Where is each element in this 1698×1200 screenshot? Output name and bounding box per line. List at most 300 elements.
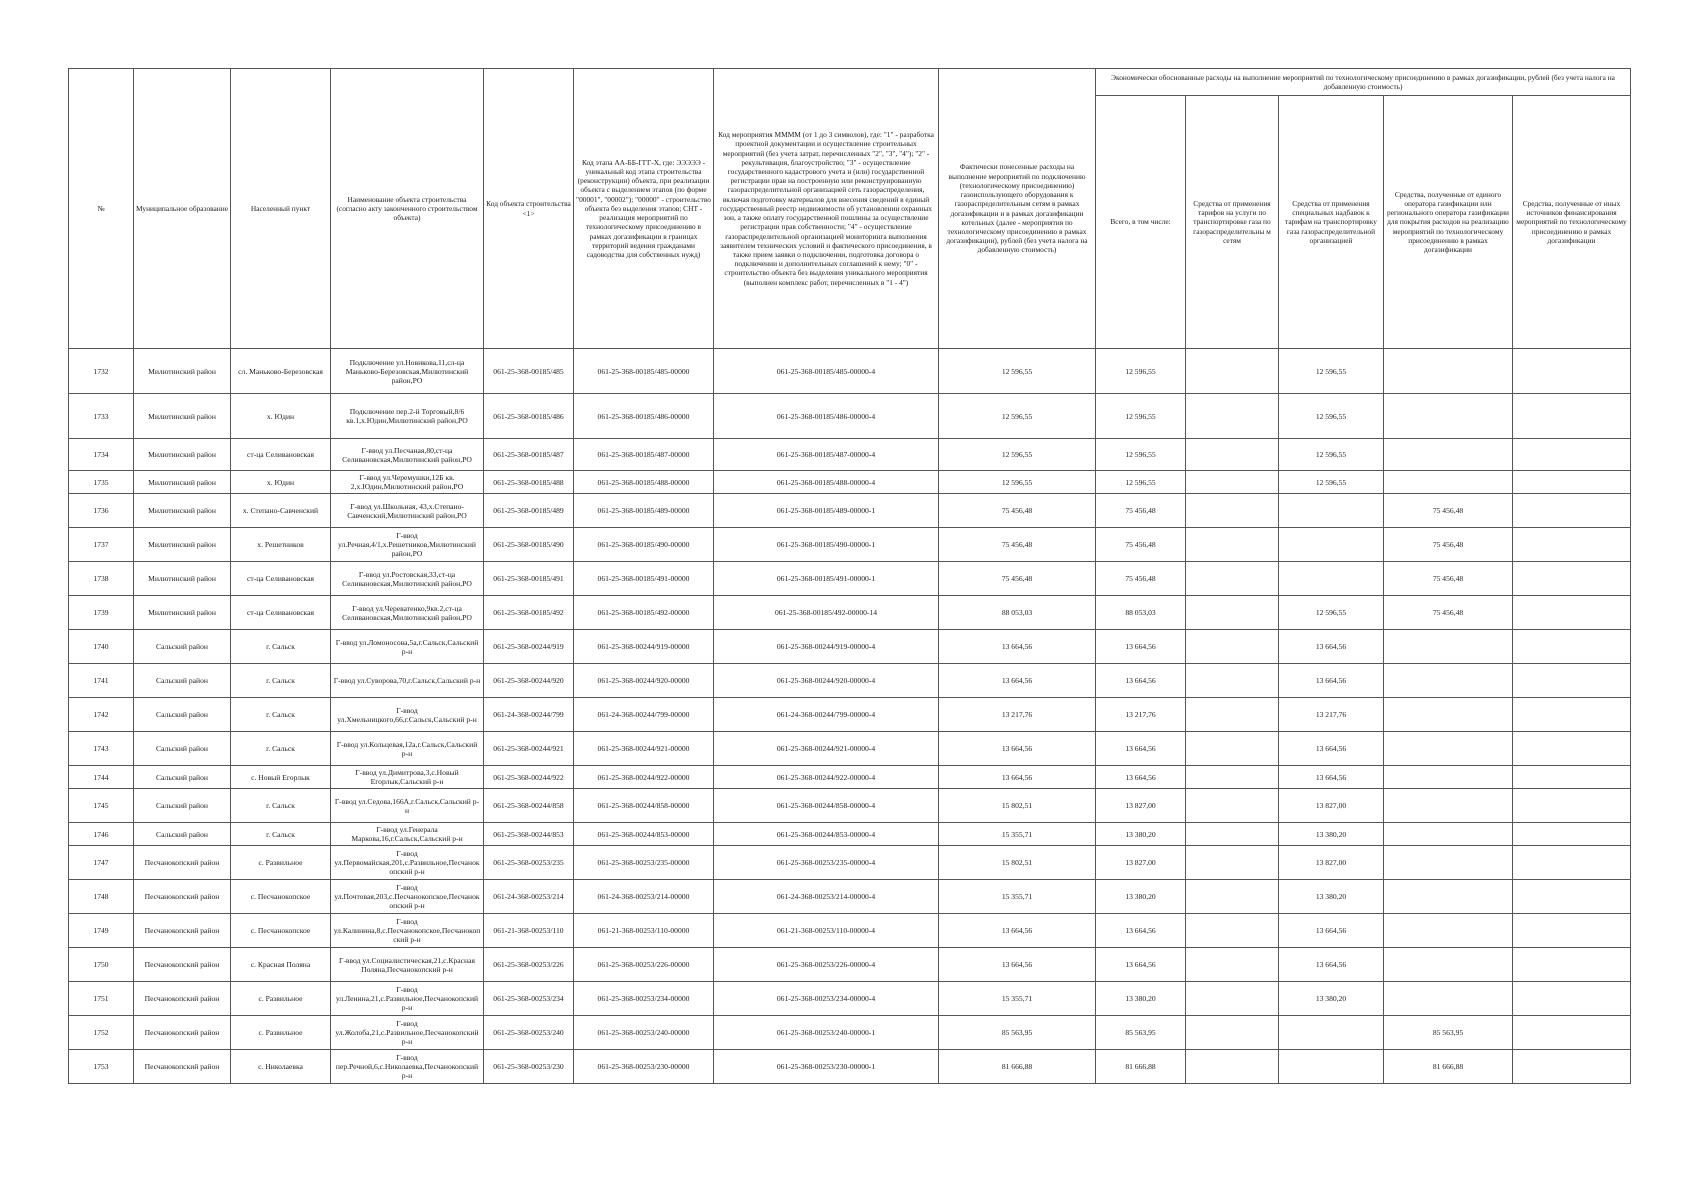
settlement-cell: с. Развильное [231,1016,331,1050]
single-operator-cell [1384,914,1513,948]
total-cell: 13 664,56 [1096,766,1186,789]
single-operator-cell [1384,732,1513,766]
special-surcharge-cell: 13 217,76 [1279,698,1384,732]
object-code-cell: 061-25-368-00253/234 [484,982,574,1016]
actual-costs-cell: 15 802,51 [939,846,1096,880]
settlement-cell: г. Сальск [231,664,331,698]
actual-costs-cell: 12 596,55 [939,349,1096,394]
single-operator-cell: 75 456,48 [1384,528,1513,562]
tariff-cell [1186,766,1279,789]
total-cell: 13 827,00 [1096,789,1186,823]
actual-costs-cell: 15 355,71 [939,982,1096,1016]
special-surcharge-cell: 13 380,20 [1279,823,1384,846]
activity-code-cell: 061-25-368-00244/853-00000-4 [714,823,939,846]
object-name-cell: Г-ввод ул.Ломоносова,5а,г.Сальск,Сальский р-н [331,630,484,664]
row-number: 1751 [69,982,134,1016]
settlement-cell: с. Новый Егорлык [231,766,331,789]
table-row [69,349,1631,394]
single-operator-cell [1384,789,1513,823]
single-operator-cell [1384,698,1513,732]
object-name-cell: Г-ввод ул.Ростовская,33,ст-ца Селивановская,Милютинский район,РО [331,562,484,596]
settlement-cell: г. Сальск [231,698,331,732]
tariff-cell [1186,732,1279,766]
actual-costs-cell: 12 596,55 [939,471,1096,494]
stage-code-cell: 061-25-368-00185/485-00000 [574,349,714,394]
total-cell: 13 664,56 [1096,948,1186,982]
header-activity-code: Код мероприятия ММММ (от 1 до 3 символов), где: "1" - разработка проектной документации и осуществление строительных мероприятий (без учета затрат, перечисленных "2", "3", "4"); "2" - рекультивация, благоустройство; "3" - осуществление государственного кадастрового учета и (или) государственной регистрации прав на построенную или реконструированную газораспределительной организацией сеть газораспределения, включая подготовку материалов для внесения сведений в единый государственный реестр недвижимости об установлении охранных зон, а также оплату государственной пошлины за осуществление регистрации прав собственности; "4" - осуществление газораспределительной организацией мониторинга выполнения заявителем технических условий и фактического присоединения, в также прием заявки о подключении, подготовка договора о подключении и дополнительных соглашений к нему; "0" - строительство объекта без выделения уникального мероприятия (выполнен комплекс работ, перечисленных в "1 - 4") [714,69,939,349]
header-tariff-transport: Средства от применения тарифов на услуги по транспортировке газа по газораспределительны м сетям [1186,96,1279,349]
header-single-operator: Средства, полученные от единого оператора газификации или регионального оператора газификации для покрытия расходов на реализацию мероприятий по технологическому присоединению в рамках догазификации [1384,96,1513,349]
object-code-cell: 061-25-368-00253/230 [484,1050,574,1084]
settlement-cell: г. Сальск [231,630,331,664]
row-number: 1750 [69,948,134,982]
municipality-cell: Милютинский район [134,596,231,630]
stage-code-cell: 061-25-368-00185/487-00000 [574,439,714,471]
activity-code-cell: 061-25-368-00244/921-00000-4 [714,732,939,766]
activity-code-cell: 061-25-368-00244/919-00000-4 [714,630,939,664]
object-code-cell: 061-25-368-00244/858 [484,789,574,823]
row-number: 1734 [69,439,134,471]
activity-code-cell: 061-25-368-00253/226-00000-4 [714,948,939,982]
special-surcharge-cell: 12 596,55 [1279,596,1384,630]
activity-code-cell: 061-25-368-00253/235-00000-4 [714,846,939,880]
settlement-cell: с. Песчанокопское [231,880,331,914]
single-operator-cell: 75 456,48 [1384,562,1513,596]
object-name-cell: Подключение ул.Новикова,11,сл-ца Маньково-Березовская,Милютинский район,РО [331,349,484,394]
row-number: 1738 [69,562,134,596]
actual-costs-cell: 15 355,71 [939,823,1096,846]
tariff-cell [1186,394,1279,439]
total-cell: 85 563,95 [1096,1016,1186,1050]
municipality-cell: Сальский район [134,664,231,698]
other-sources-cell [1513,766,1631,789]
municipality-cell: Песчанокопский район [134,948,231,982]
stage-code-cell: 061-25-368-00185/492-00000 [574,596,714,630]
object-name-cell: Подключение пер.2-й Торговый,8/6 кв.1,х.Юдин,Милютинский район,РО [331,394,484,439]
single-operator-cell [1384,846,1513,880]
municipality-cell: Милютинский район [134,439,231,471]
row-number: 1736 [69,494,134,528]
object-name-cell: Г-ввод ул.Первомайская,201,с.Развильное,Песчанокопский р-н [331,846,484,880]
header-settlement: Населенный пункт [231,69,331,349]
other-sources-cell [1513,823,1631,846]
total-cell: 13 217,76 [1096,698,1186,732]
activity-code-cell: 061-24-368-00244/799-00000-4 [714,698,939,732]
single-operator-cell: 85 563,95 [1384,1016,1513,1050]
object-name-cell: Г-ввод ул.Кольцевая,12а,г.Сальск,Сальский р-н [331,732,484,766]
row-number: 1746 [69,823,134,846]
tariff-cell [1186,596,1279,630]
settlement-cell: сл. Маньково-Березовская [231,349,331,394]
single-operator-cell [1384,630,1513,664]
object-code-cell: 061-21-368-00253/110 [484,914,574,948]
special-surcharge-cell: 13 380,20 [1279,982,1384,1016]
actual-costs-cell: 75 456,48 [939,528,1096,562]
actual-costs-cell: 81 666,88 [939,1050,1096,1084]
special-surcharge-cell: 13 827,00 [1279,846,1384,880]
actual-costs-cell: 75 456,48 [939,494,1096,528]
actual-costs-cell: 13 664,56 [939,664,1096,698]
special-surcharge-cell: 12 596,55 [1279,471,1384,494]
object-name-cell: Г-ввод ул.Череватенко,9кв.2,ст-ца Селивановская,Милютинский район,РО [331,596,484,630]
single-operator-cell: 75 456,48 [1384,494,1513,528]
municipality-cell: Сальский район [134,630,231,664]
header-other-sources: Средства, полученные от иных источников финансирования мероприятий по технологическому присоединению в рамках догазификации [1513,96,1631,349]
total-cell: 13 380,20 [1096,982,1186,1016]
header-special-surcharge: Средства от применения специальных надбавок к тарифам на транспортировку газа газораспределительной организацией [1279,96,1384,349]
header-total: Всего, в том числе: [1096,96,1186,349]
municipality-cell: Сальский район [134,766,231,789]
single-operator-cell [1384,880,1513,914]
settlement-cell: с. Красная Поляна [231,948,331,982]
header-stage-code: Код этапа АА-ББ-ГГГ-Х, где: ЭЭЭЭЭ - уникальный код этапа строительства (реконструкции) объекта, при реализации объекта с выделением этапов (по форме "00001", "00002"); "00000" - строительство объекта без выделения этапов; СНТ - реализация мероприятий по технологическому присоединению в рамках догазификации в границах территорий ведения гражданами садоводства для собственных нужд) [574,69,714,349]
other-sources-cell [1513,880,1631,914]
row-number: 1745 [69,789,134,823]
activity-code-cell: 061-25-368-00253/230-00000-1 [714,1050,939,1084]
table-row [69,528,1631,562]
total-cell: 81 666,88 [1096,1050,1186,1084]
other-sources-cell [1513,596,1631,630]
municipality-cell: Сальский район [134,698,231,732]
header-actual-costs: Фактически понесенные расходы на выполнение мероприятий по подключению (технологическому присоединению) газоиспользующего оборудования к газораспределительным сетям в рамках догазификации и в рамках догазификации котельных (далее - мероприятия по технологическому присоединению в рамках догазификации), рублей (без учета налога на добавленную стоимость) [939,69,1096,349]
actual-costs-cell: 15 355,71 [939,880,1096,914]
table-row [69,562,1631,596]
row-number: 1732 [69,349,134,394]
row-number: 1744 [69,766,134,789]
other-sources-cell [1513,846,1631,880]
special-surcharge-cell: 13 664,56 [1279,732,1384,766]
tariff-cell [1186,439,1279,471]
total-cell: 12 596,55 [1096,394,1186,439]
municipality-cell: Песчанокопский район [134,880,231,914]
settlement-cell: х. Решетников [231,528,331,562]
table-row [69,982,1631,1016]
actual-costs-cell: 13 664,56 [939,630,1096,664]
object-name-cell: Г-ввод ул.Хмельницкого,66,г.Сальск,Сальский р-н [331,698,484,732]
table-row [69,846,1631,880]
municipality-cell: Милютинский район [134,349,231,394]
other-sources-cell [1513,789,1631,823]
tariff-cell [1186,494,1279,528]
object-name-cell: Г-ввод ул.Черемушки,12Б кв. 2,х.Юдин,Милютинский район,РО [331,471,484,494]
municipality-cell: Милютинский район [134,528,231,562]
stage-code-cell: 061-25-368-00244/858-00000 [574,789,714,823]
total-cell: 13 827,00 [1096,846,1186,880]
actual-costs-cell: 15 802,51 [939,789,1096,823]
object-name-cell: Г-ввод ул.Социалистическая,21,с.Красная Поляна,Песчанокопский р-н [331,948,484,982]
object-name-cell: Г-ввод ул.Суворова,70,г.Сальск,Сальский р-н [331,664,484,698]
object-name-cell: Г-ввод ул.Почтовая,203,с.Песчанокопское,Песчанокопский р-н [331,880,484,914]
municipality-cell: Милютинский район [134,394,231,439]
table-body [69,349,1631,1084]
actual-costs-cell: 13 664,56 [939,766,1096,789]
costs-table [68,68,1631,1084]
special-surcharge-cell [1279,562,1384,596]
special-surcharge-cell [1279,1016,1384,1050]
activity-code-cell: 061-25-368-00185/485-00000-4 [714,349,939,394]
object-code-cell: 061-25-368-00244/919 [484,630,574,664]
row-number: 1740 [69,630,134,664]
activity-code-cell: 061-25-368-00185/486-00000-4 [714,394,939,439]
stage-code-cell: 061-21-368-00253/110-00000 [574,914,714,948]
actual-costs-cell: 88 053,03 [939,596,1096,630]
header-object-code: Код объекта строительства <1> [484,69,574,349]
tariff-cell [1186,471,1279,494]
table-row [69,766,1631,789]
row-number: 1737 [69,528,134,562]
object-code-cell: 061-24-368-00244/799 [484,698,574,732]
stage-code-cell: 061-25-368-00244/920-00000 [574,664,714,698]
object-code-cell: 061-25-368-00185/492 [484,596,574,630]
other-sources-cell [1513,948,1631,982]
object-code-cell: 061-25-368-00185/485 [484,349,574,394]
other-sources-cell [1513,562,1631,596]
activity-code-cell: 061-25-368-00185/489-00000-1 [714,494,939,528]
total-cell: 13 664,56 [1096,664,1186,698]
table-row [69,664,1631,698]
settlement-cell: с. Николаевка [231,1050,331,1084]
settlement-cell: ст-ца Селивановская [231,439,331,471]
row-number: 1747 [69,846,134,880]
settlement-cell: х. Степано-Савченский [231,494,331,528]
municipality-cell: Песчанокопский район [134,982,231,1016]
stage-code-cell: 061-25-368-00253/234-00000 [574,982,714,1016]
other-sources-cell [1513,914,1631,948]
total-cell: 13 380,20 [1096,880,1186,914]
table-row [69,494,1631,528]
actual-costs-cell: 75 456,48 [939,562,1096,596]
settlement-cell: с. Песчанокопское [231,914,331,948]
total-cell: 13 380,20 [1096,823,1186,846]
settlement-cell: х. Юдин [231,471,331,494]
table-row [69,698,1631,732]
stage-code-cell: 061-25-368-00185/491-00000 [574,562,714,596]
total-cell: 88 053,03 [1096,596,1186,630]
object-code-cell: 061-25-368-00253/226 [484,948,574,982]
other-sources-cell [1513,1050,1631,1084]
object-code-cell: 061-25-368-00185/488 [484,471,574,494]
actual-costs-cell: 12 596,55 [939,439,1096,471]
tariff-cell [1186,349,1279,394]
municipality-cell: Песчанокопский район [134,1050,231,1084]
tariff-cell [1186,880,1279,914]
activity-code-cell: 061-25-368-00185/492-00000-14 [714,596,939,630]
row-number: 1752 [69,1016,134,1050]
single-operator-cell [1384,439,1513,471]
municipality-cell: Милютинский район [134,562,231,596]
tariff-cell [1186,789,1279,823]
special-surcharge-cell: 12 596,55 [1279,439,1384,471]
settlement-cell: ст-ца Селивановская [231,562,331,596]
table-row [69,596,1631,630]
other-sources-cell [1513,528,1631,562]
table-row [69,914,1631,948]
other-sources-cell [1513,1016,1631,1050]
special-surcharge-cell: 12 596,55 [1279,349,1384,394]
total-cell: 75 456,48 [1096,562,1186,596]
settlement-cell: с. Развильное [231,846,331,880]
other-sources-cell [1513,349,1631,394]
total-cell: 13 664,56 [1096,914,1186,948]
header-object-name: Наименование объекта строительства (согласно акту законченного строительством объекта) [331,69,484,349]
object-name-cell: Г-ввод ул.Калинина,8,с.Песчанокопское,Песчанокопский р-н [331,914,484,948]
total-cell: 13 664,56 [1096,732,1186,766]
object-name-cell: Г-ввод ул.Жолоба,21,с.Развильное,Песчанокопский р-н [331,1016,484,1050]
single-operator-cell [1384,823,1513,846]
other-sources-cell [1513,439,1631,471]
municipality-cell: Милютинский район [134,494,231,528]
tariff-cell [1186,562,1279,596]
special-surcharge-cell: 13 664,56 [1279,630,1384,664]
activity-code-cell: 061-25-368-00253/240-00000-1 [714,1016,939,1050]
total-cell: 12 596,55 [1096,349,1186,394]
row-number: 1753 [69,1050,134,1084]
special-surcharge-cell [1279,1050,1384,1084]
municipality-cell: Сальский район [134,732,231,766]
tariff-cell [1186,846,1279,880]
tariff-cell [1186,630,1279,664]
object-code-cell: 061-25-368-00185/487 [484,439,574,471]
special-surcharge-cell: 13 664,56 [1279,948,1384,982]
row-number: 1742 [69,698,134,732]
total-cell: 13 664,56 [1096,630,1186,664]
stage-code-cell: 061-25-368-00244/919-00000 [574,630,714,664]
object-name-cell: Г-ввод ул.Школьная, 43,х.Степано-Савченский,Милютинский район,РО [331,494,484,528]
special-surcharge-cell: 13 380,20 [1279,880,1384,914]
single-operator-cell: 75 456,48 [1384,596,1513,630]
header-num: № [69,69,134,349]
row-number: 1739 [69,596,134,630]
row-number: 1748 [69,880,134,914]
tariff-cell [1186,1016,1279,1050]
settlement-cell: х. Юдин [231,394,331,439]
object-name-cell: Г-ввод ул.Ленина,21,с.Развильное,Песчанокопский р-н [331,982,484,1016]
table-row [69,1050,1631,1084]
object-code-cell: 061-25-368-00253/235 [484,846,574,880]
stage-code-cell: 061-25-368-00185/488-00000 [574,471,714,494]
stage-code-cell: 061-24-368-00253/214-00000 [574,880,714,914]
municipality-cell: Песчанокопский район [134,846,231,880]
object-code-cell: 061-25-368-00244/920 [484,664,574,698]
object-name-cell: Г-ввод ул.Речная,4/1,х.Решетников,Милютинский район,РО [331,528,484,562]
object-name-cell: Г-ввод ул.Димитрова,3,с.Новый Егорлык,Сальский р-н [331,766,484,789]
settlement-cell: г. Сальск [231,789,331,823]
table-row [69,948,1631,982]
activity-code-cell: 061-25-368-00185/490-00000-1 [714,528,939,562]
row-number: 1743 [69,732,134,766]
table-row [69,732,1631,766]
tariff-cell [1186,914,1279,948]
tariff-cell [1186,528,1279,562]
row-number: 1741 [69,664,134,698]
single-operator-cell [1384,948,1513,982]
single-operator-cell [1384,982,1513,1016]
stage-code-cell: 061-25-368-00244/853-00000 [574,823,714,846]
stage-code-cell: 061-25-368-00244/921-00000 [574,732,714,766]
object-code-cell: 061-25-368-00253/240 [484,1016,574,1050]
other-sources-cell [1513,494,1631,528]
stage-code-cell: 061-24-368-00244/799-00000 [574,698,714,732]
row-number: 1735 [69,471,134,494]
actual-costs-cell: 13 664,56 [939,914,1096,948]
other-sources-cell [1513,982,1631,1016]
table-row [69,394,1631,439]
settlement-cell: г. Сальск [231,732,331,766]
object-code-cell: 061-25-368-00185/486 [484,394,574,439]
tariff-cell [1186,823,1279,846]
table-row [69,880,1631,914]
special-surcharge-cell: 13 664,56 [1279,664,1384,698]
stage-code-cell: 061-25-368-00244/922-00000 [574,766,714,789]
header-econ-group: Экономически обоснованные расходы на выполнение мероприятий по технологическому присоединению в рамках догазификации, рублей (без учета налога на добавленную стоимость) [1096,69,1631,96]
total-cell: 12 596,55 [1096,471,1186,494]
actual-costs-cell: 85 563,95 [939,1016,1096,1050]
stage-code-cell: 061-25-368-00185/489-00000 [574,494,714,528]
actual-costs-cell: 13 664,56 [939,948,1096,982]
stage-code-cell: 061-25-368-00253/230-00000 [574,1050,714,1084]
settlement-cell: г. Сальск [231,823,331,846]
municipality-cell: Песчанокопский район [134,914,231,948]
special-surcharge-cell [1279,528,1384,562]
other-sources-cell [1513,630,1631,664]
other-sources-cell [1513,394,1631,439]
tariff-cell [1186,698,1279,732]
activity-code-cell: 061-24-368-00253/214-00000-4 [714,880,939,914]
activity-code-cell: 061-25-368-00244/920-00000-4 [714,664,939,698]
object-name-cell: Г-ввод ул.Седова,166А,г.Сальск,Сальский р-н [331,789,484,823]
activity-code-cell: 061-25-368-00185/488-00000-4 [714,471,939,494]
row-number: 1733 [69,394,134,439]
settlement-cell: с. Развильное [231,982,331,1016]
activity-code-cell: 061-21-368-00253/110-00000-4 [714,914,939,948]
table-row [69,439,1631,471]
single-operator-cell [1384,394,1513,439]
activity-code-cell: 061-25-368-00185/487-00000-4 [714,439,939,471]
object-code-cell: 061-24-368-00253/214 [484,880,574,914]
actual-costs-cell: 13 217,76 [939,698,1096,732]
activity-code-cell: 061-25-368-00185/491-00000-1 [714,562,939,596]
object-code-cell: 061-25-368-00185/490 [484,528,574,562]
stage-code-cell: 061-25-368-00185/490-00000 [574,528,714,562]
object-name-cell: Г-ввод пер.Речной,6,с.Николаевка,Песчанокопский р-н [331,1050,484,1084]
stage-code-cell: 061-25-368-00253/226-00000 [574,948,714,982]
other-sources-cell [1513,732,1631,766]
row-number: 1749 [69,914,134,948]
tariff-cell [1186,982,1279,1016]
total-cell: 12 596,55 [1096,439,1186,471]
single-operator-cell [1384,471,1513,494]
total-cell: 75 456,48 [1096,528,1186,562]
other-sources-cell [1513,664,1631,698]
special-surcharge-cell [1279,494,1384,528]
object-name-cell: Г-ввод ул.Генерала Маркова,16,г.Сальск,Сальский р-н [331,823,484,846]
municipality-cell: Сальский район [134,823,231,846]
object-code-cell: 061-25-368-00244/921 [484,732,574,766]
single-operator-cell [1384,664,1513,698]
special-surcharge-cell: 13 827,00 [1279,789,1384,823]
activity-code-cell: 061-25-368-00244/922-00000-4 [714,766,939,789]
activity-code-cell: 061-25-368-00244/858-00000-4 [714,789,939,823]
single-operator-cell: 81 666,88 [1384,1050,1513,1084]
special-surcharge-cell: 12 596,55 [1279,394,1384,439]
stage-code-cell: 061-25-368-00253/235-00000 [574,846,714,880]
table-row [69,789,1631,823]
header-municipality: Муниципальное образование [134,69,231,349]
stage-code-cell: 061-25-368-00185/486-00000 [574,394,714,439]
tariff-cell [1186,948,1279,982]
object-name-cell: Г-ввод ул.Песчаная,80,ст-ца Селивановская,Милютинский район,РО [331,439,484,471]
municipality-cell: Милютинский район [134,471,231,494]
